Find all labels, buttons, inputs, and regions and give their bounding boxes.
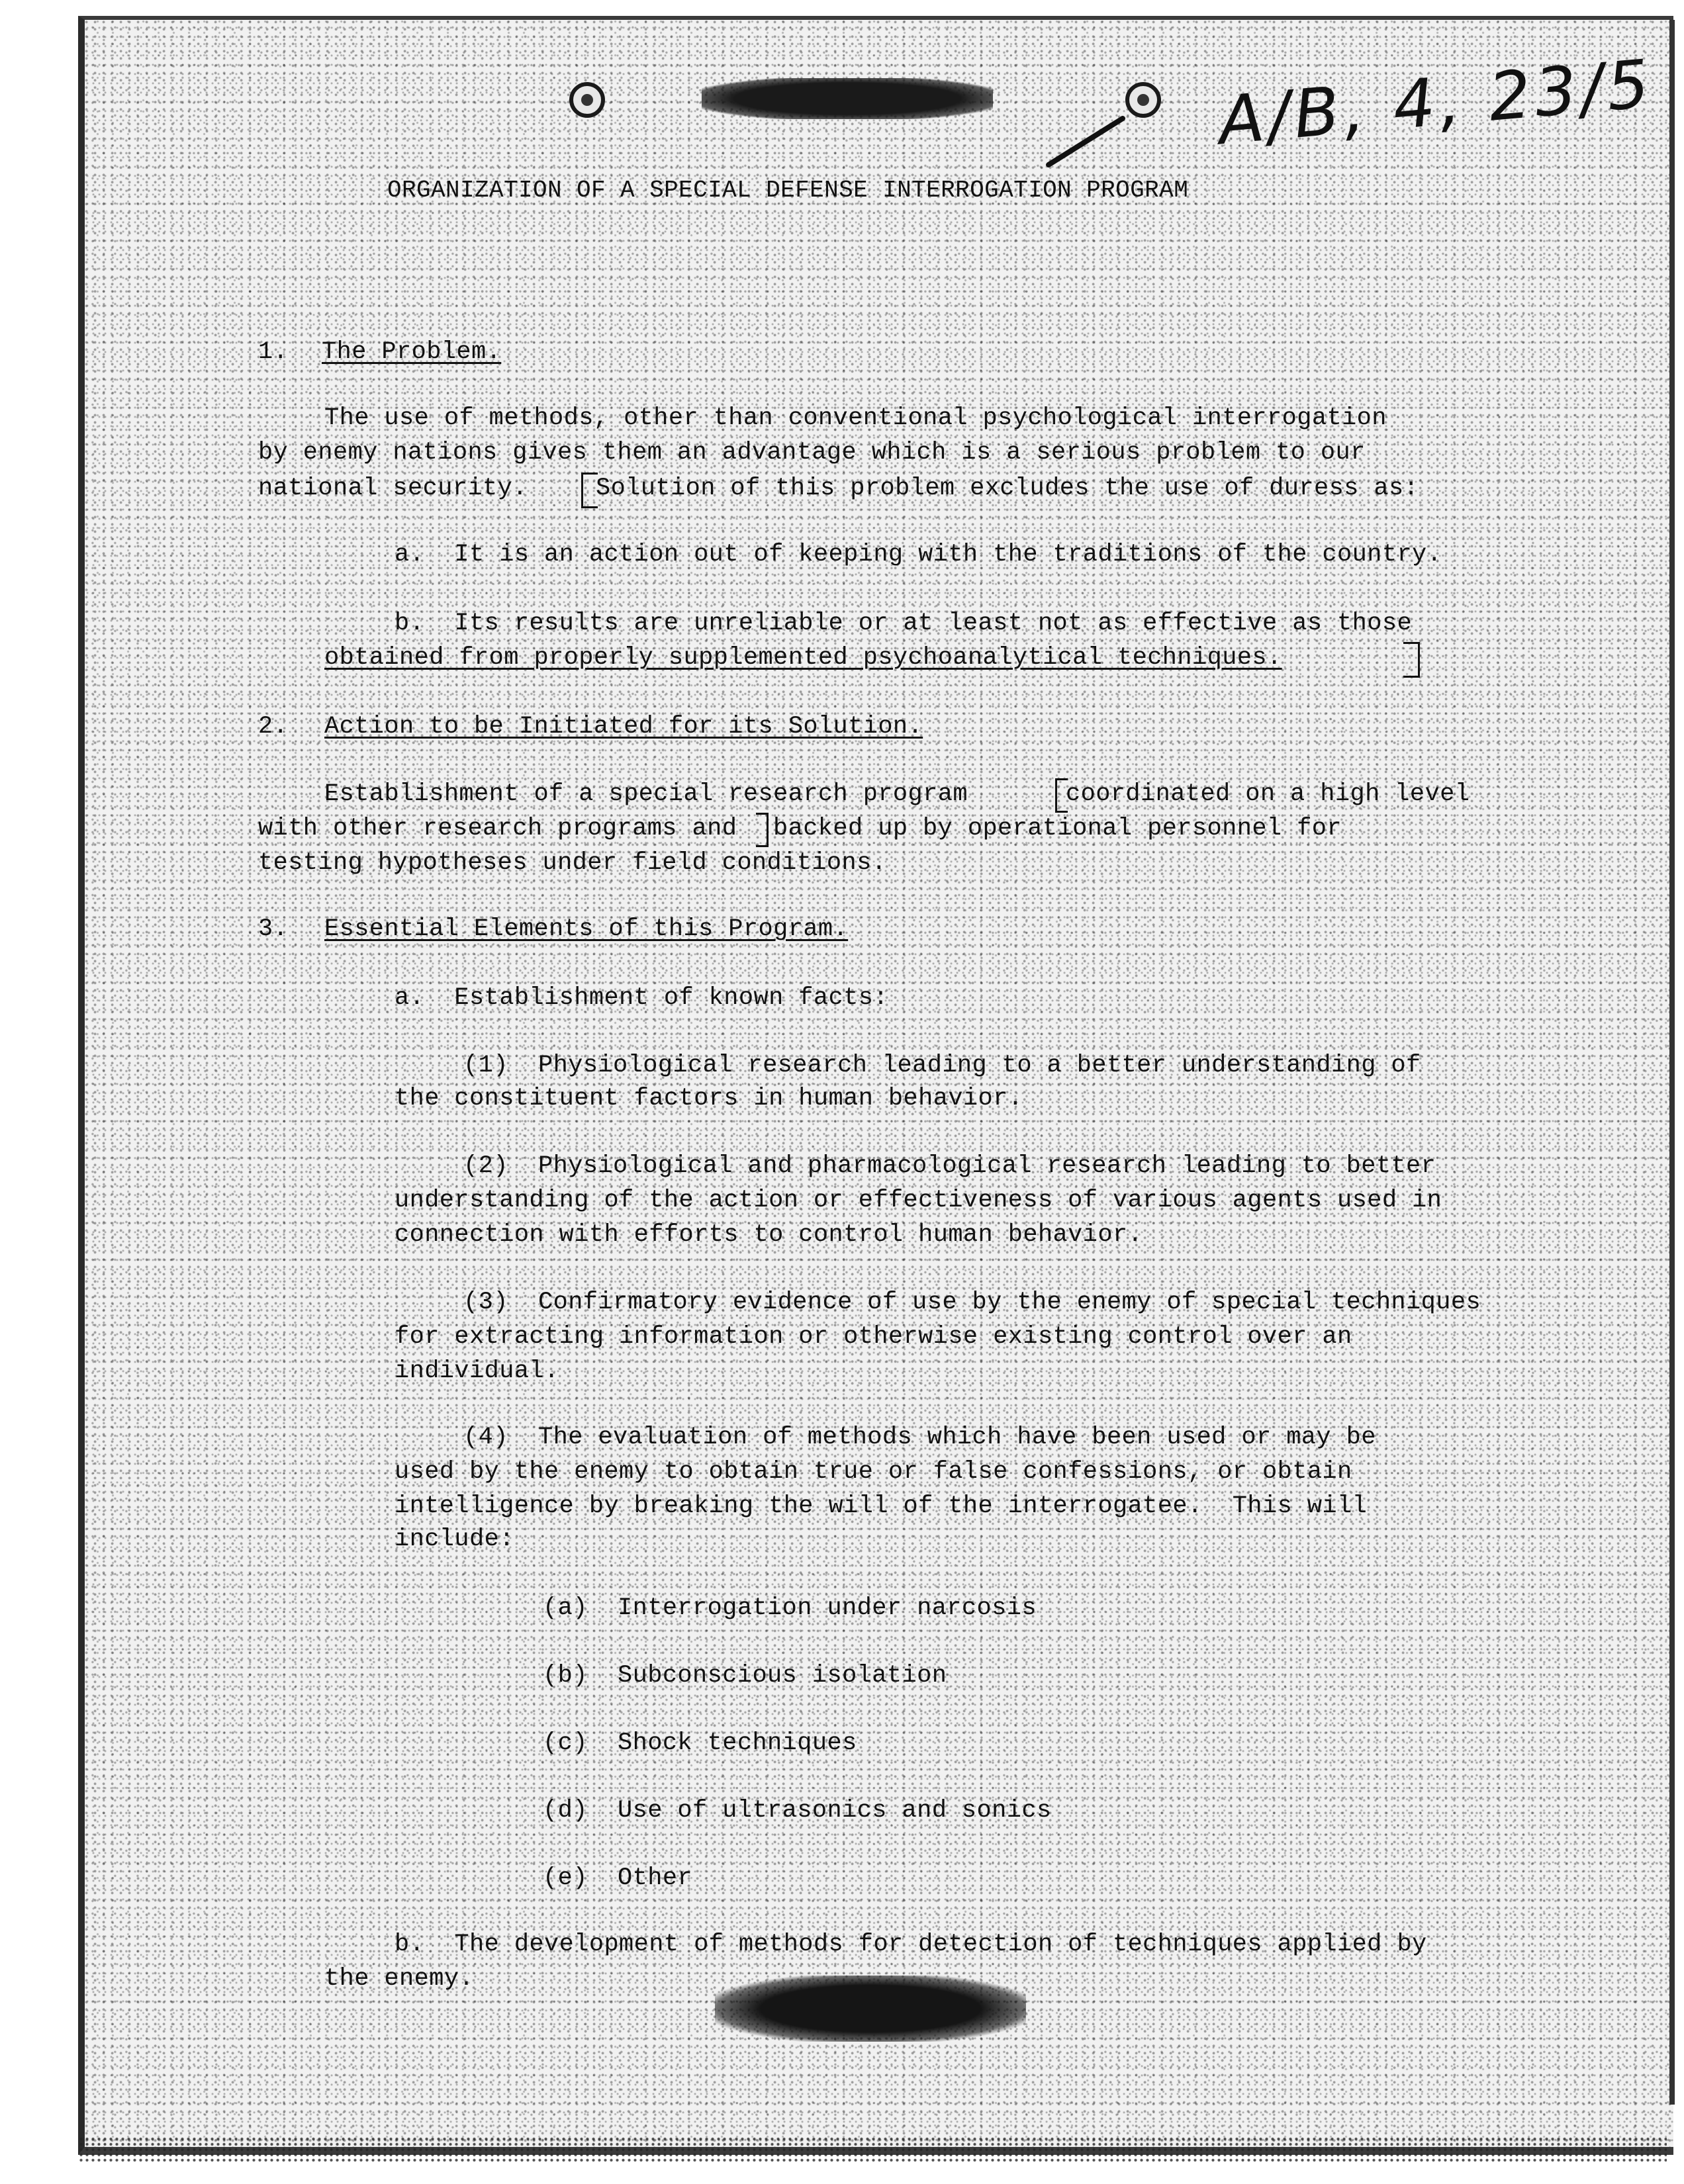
punch-hole-left — [569, 82, 605, 118]
margin-bracket-open — [581, 473, 598, 508]
section-1-number: 1. — [258, 338, 289, 366]
redaction-mark-top — [702, 78, 993, 119]
page-edge-shadow — [1669, 20, 1675, 2105]
section-3-item-4-line-1: (4) The evaluation of methods which have been used or may be — [463, 1424, 1376, 1451]
section-3-item-2-line-2: understanding of the action or effectiveness of various agents used in — [395, 1187, 1442, 1214]
section-1-line-3b: Solution of this problem excludes the use of duress as: — [596, 475, 1419, 502]
section-3-item-3-line-1: (3) Confirmatory evidence of use by the enemy of special techniques — [463, 1289, 1481, 1316]
section-1-line-3a: national security. — [258, 475, 528, 502]
section-3-item-4-line-2: used by the enemy to obtain true or false confessions, or obtain — [395, 1458, 1352, 1486]
section-1-item-b-line-2: obtained from properly supplemented psychoanalytical techniques. — [324, 644, 1282, 672]
section-2-line-1a: Establishment of a special research program — [324, 780, 968, 808]
section-3-heading: Essential Elements of this Program. — [324, 915, 849, 943]
section-3-item-b-line-1: b. The development of methods for detection of techniques applied by — [395, 1931, 1427, 1958]
sub-item-e: (e) Other — [543, 1864, 693, 1892]
section-2-heading: Action to be Initiated for its Solution. — [324, 713, 923, 741]
section-1-item-b-line-1: b. Its results are unreliable or at least not as effective as those — [395, 610, 1413, 637]
document-title: ORGANIZATION OF A SPECIAL DEFENSE INTERROGATION PROGRAM — [387, 177, 1189, 204]
margin-bracket-inline-open — [1055, 778, 1068, 813]
section-2-line-3: testing hypotheses under field conditions. — [258, 849, 887, 877]
section-3-item-4-line-4: include: — [395, 1525, 514, 1553]
section-1-heading: The Problem. — [322, 338, 502, 366]
scan-noise-band — [78, 2136, 1667, 2163]
margin-bracket-close — [1403, 642, 1420, 678]
section-1-item-a: a. It is an action out of keeping with the traditions of the country. — [395, 541, 1442, 569]
section-1-line-1: The use of methods, other than conventional psychological interrogation — [324, 404, 1387, 432]
sub-item-b: (b) Subconscious isolation — [543, 1662, 947, 1690]
sub-item-d: (d) Use of ultrasonics and sonics — [543, 1797, 1052, 1825]
section-3-item-2-line-1: (2) Physiological and pharmacological research leading to better — [463, 1152, 1436, 1180]
margin-bracket-inline-close — [756, 813, 769, 847]
section-3-item-1-line-1: (1) Physiological research leading to a better understanding of — [463, 1052, 1421, 1079]
section-1-line-2: by enemy nations gives them an advantage which is a serious problem to our — [258, 439, 1366, 467]
section-3-number: 3. — [258, 915, 289, 943]
sub-item-a: (a) Interrogation under narcosis — [543, 1594, 1037, 1622]
section-3-item-3-line-2: for extracting information or otherwise existing control over an — [395, 1323, 1352, 1351]
punch-hole-right — [1125, 82, 1161, 118]
section-2-line-2a: with other research programs and — [258, 815, 737, 842]
section-2-line-1b: coordinated on a high level — [1066, 780, 1470, 808]
redaction-mark-bottom — [715, 1976, 1026, 2042]
handwritten-file-mark: A/B, 4, 23/5 — [1215, 44, 1656, 160]
sub-item-c: (c) Shock techniques — [543, 1729, 857, 1757]
section-2-line-2b: backed up by operational personnel for — [773, 815, 1342, 842]
section-2-number: 2. — [258, 713, 289, 741]
section-3-item-b-line-2: the enemy. — [324, 1965, 475, 1993]
section-3-item-2-line-3: connection with efforts to control human behavior. — [395, 1221, 1143, 1249]
section-3-item-1-line-2: the constituent factors in human behavior. — [395, 1085, 1023, 1113]
section-3-item-a: a. Establishment of known facts: — [395, 984, 888, 1012]
section-3-item-4-line-3: intelligence by breaking the will of the interrogatee. This will — [395, 1492, 1368, 1520]
section-3-item-3-line-3: individual. — [395, 1357, 559, 1385]
